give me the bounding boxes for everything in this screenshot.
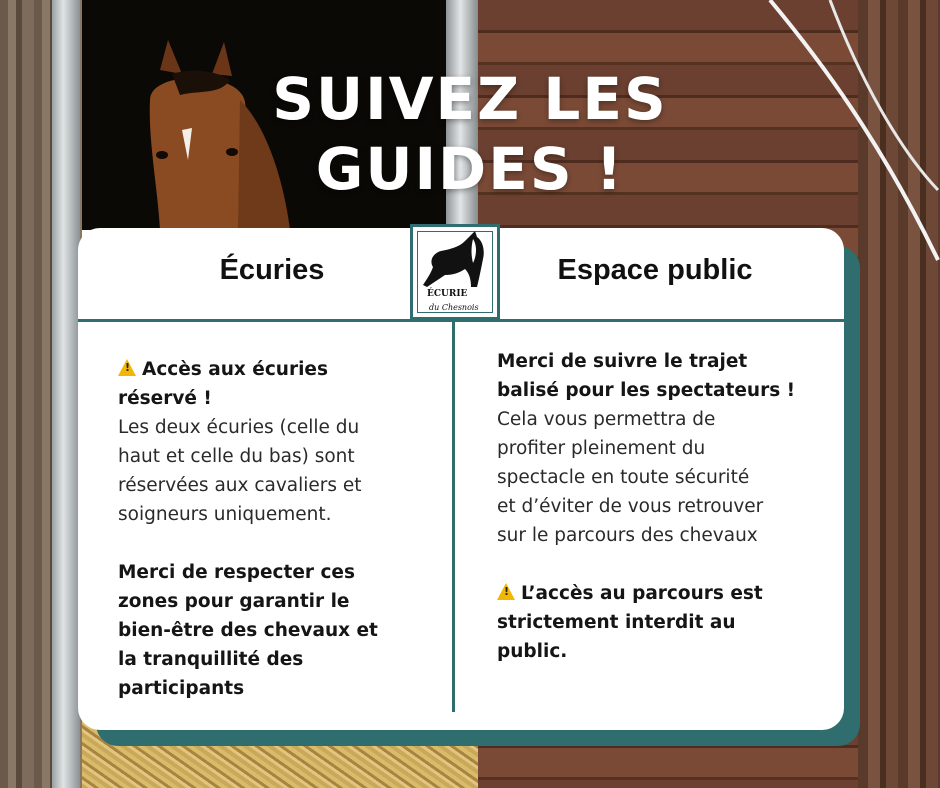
warning-icon — [497, 583, 515, 600]
left-bold-line: Merci de respecter ces — [118, 562, 355, 583]
right-body-line: et d’éviter de vous retrouver — [497, 496, 764, 517]
right-warning-line-3: public. — [497, 641, 568, 662]
left-bold-line: la tranquillité des — [118, 649, 304, 670]
warning-icon — [118, 359, 136, 376]
page-title — [0, 64, 940, 204]
horse-logo-icon — [413, 229, 497, 289]
left-column-text — [118, 355, 448, 703]
right-body-line: spectacle en toute sécurité — [497, 467, 750, 488]
right-bold-line: Merci de suivre le trajet — [497, 351, 748, 372]
right-body-line: sur le parcours des chevaux — [497, 525, 758, 546]
right-body-line: profiter pleinement du — [497, 438, 706, 459]
left-bold-line: bien-être des chevaux et — [118, 620, 378, 641]
left-bold-line: participants — [118, 678, 245, 699]
left-body-line: soigneurs uniquement. — [118, 504, 332, 525]
column-divider — [452, 322, 455, 712]
right-warning-line-2: strictement interdit au — [497, 612, 736, 633]
ecurie-logo — [410, 224, 500, 320]
heading-espace-public: Espace public — [557, 254, 753, 286]
right-body-line: Cela vous permettra de — [497, 409, 716, 430]
logo-name-line-2: du Chesnois — [429, 303, 479, 312]
right-bold-line: balisé pour les spectateurs ! — [497, 380, 796, 401]
left-warning-title-2: réservé ! — [118, 388, 212, 409]
logo-name-line-1: ÉCURIE — [427, 289, 468, 299]
left-body-line: Les deux écuries (celle du — [118, 417, 360, 438]
heading-ecuries: Écuries — [219, 254, 325, 286]
left-body-line: réservées aux cavaliers et — [118, 475, 362, 496]
right-column-text — [497, 347, 837, 666]
left-body-line: haut et celle du bas) sont — [118, 446, 355, 467]
left-bold-line: zones pour garantir le — [118, 591, 350, 612]
title-line-2: GUIDES ! — [315, 135, 625, 203]
title-line-1: SUIVEZ LES — [272, 65, 668, 133]
left-warning-title-1: Accès aux écuries — [142, 359, 328, 380]
right-warning-line-1: L’accès au parcours est — [521, 583, 763, 604]
